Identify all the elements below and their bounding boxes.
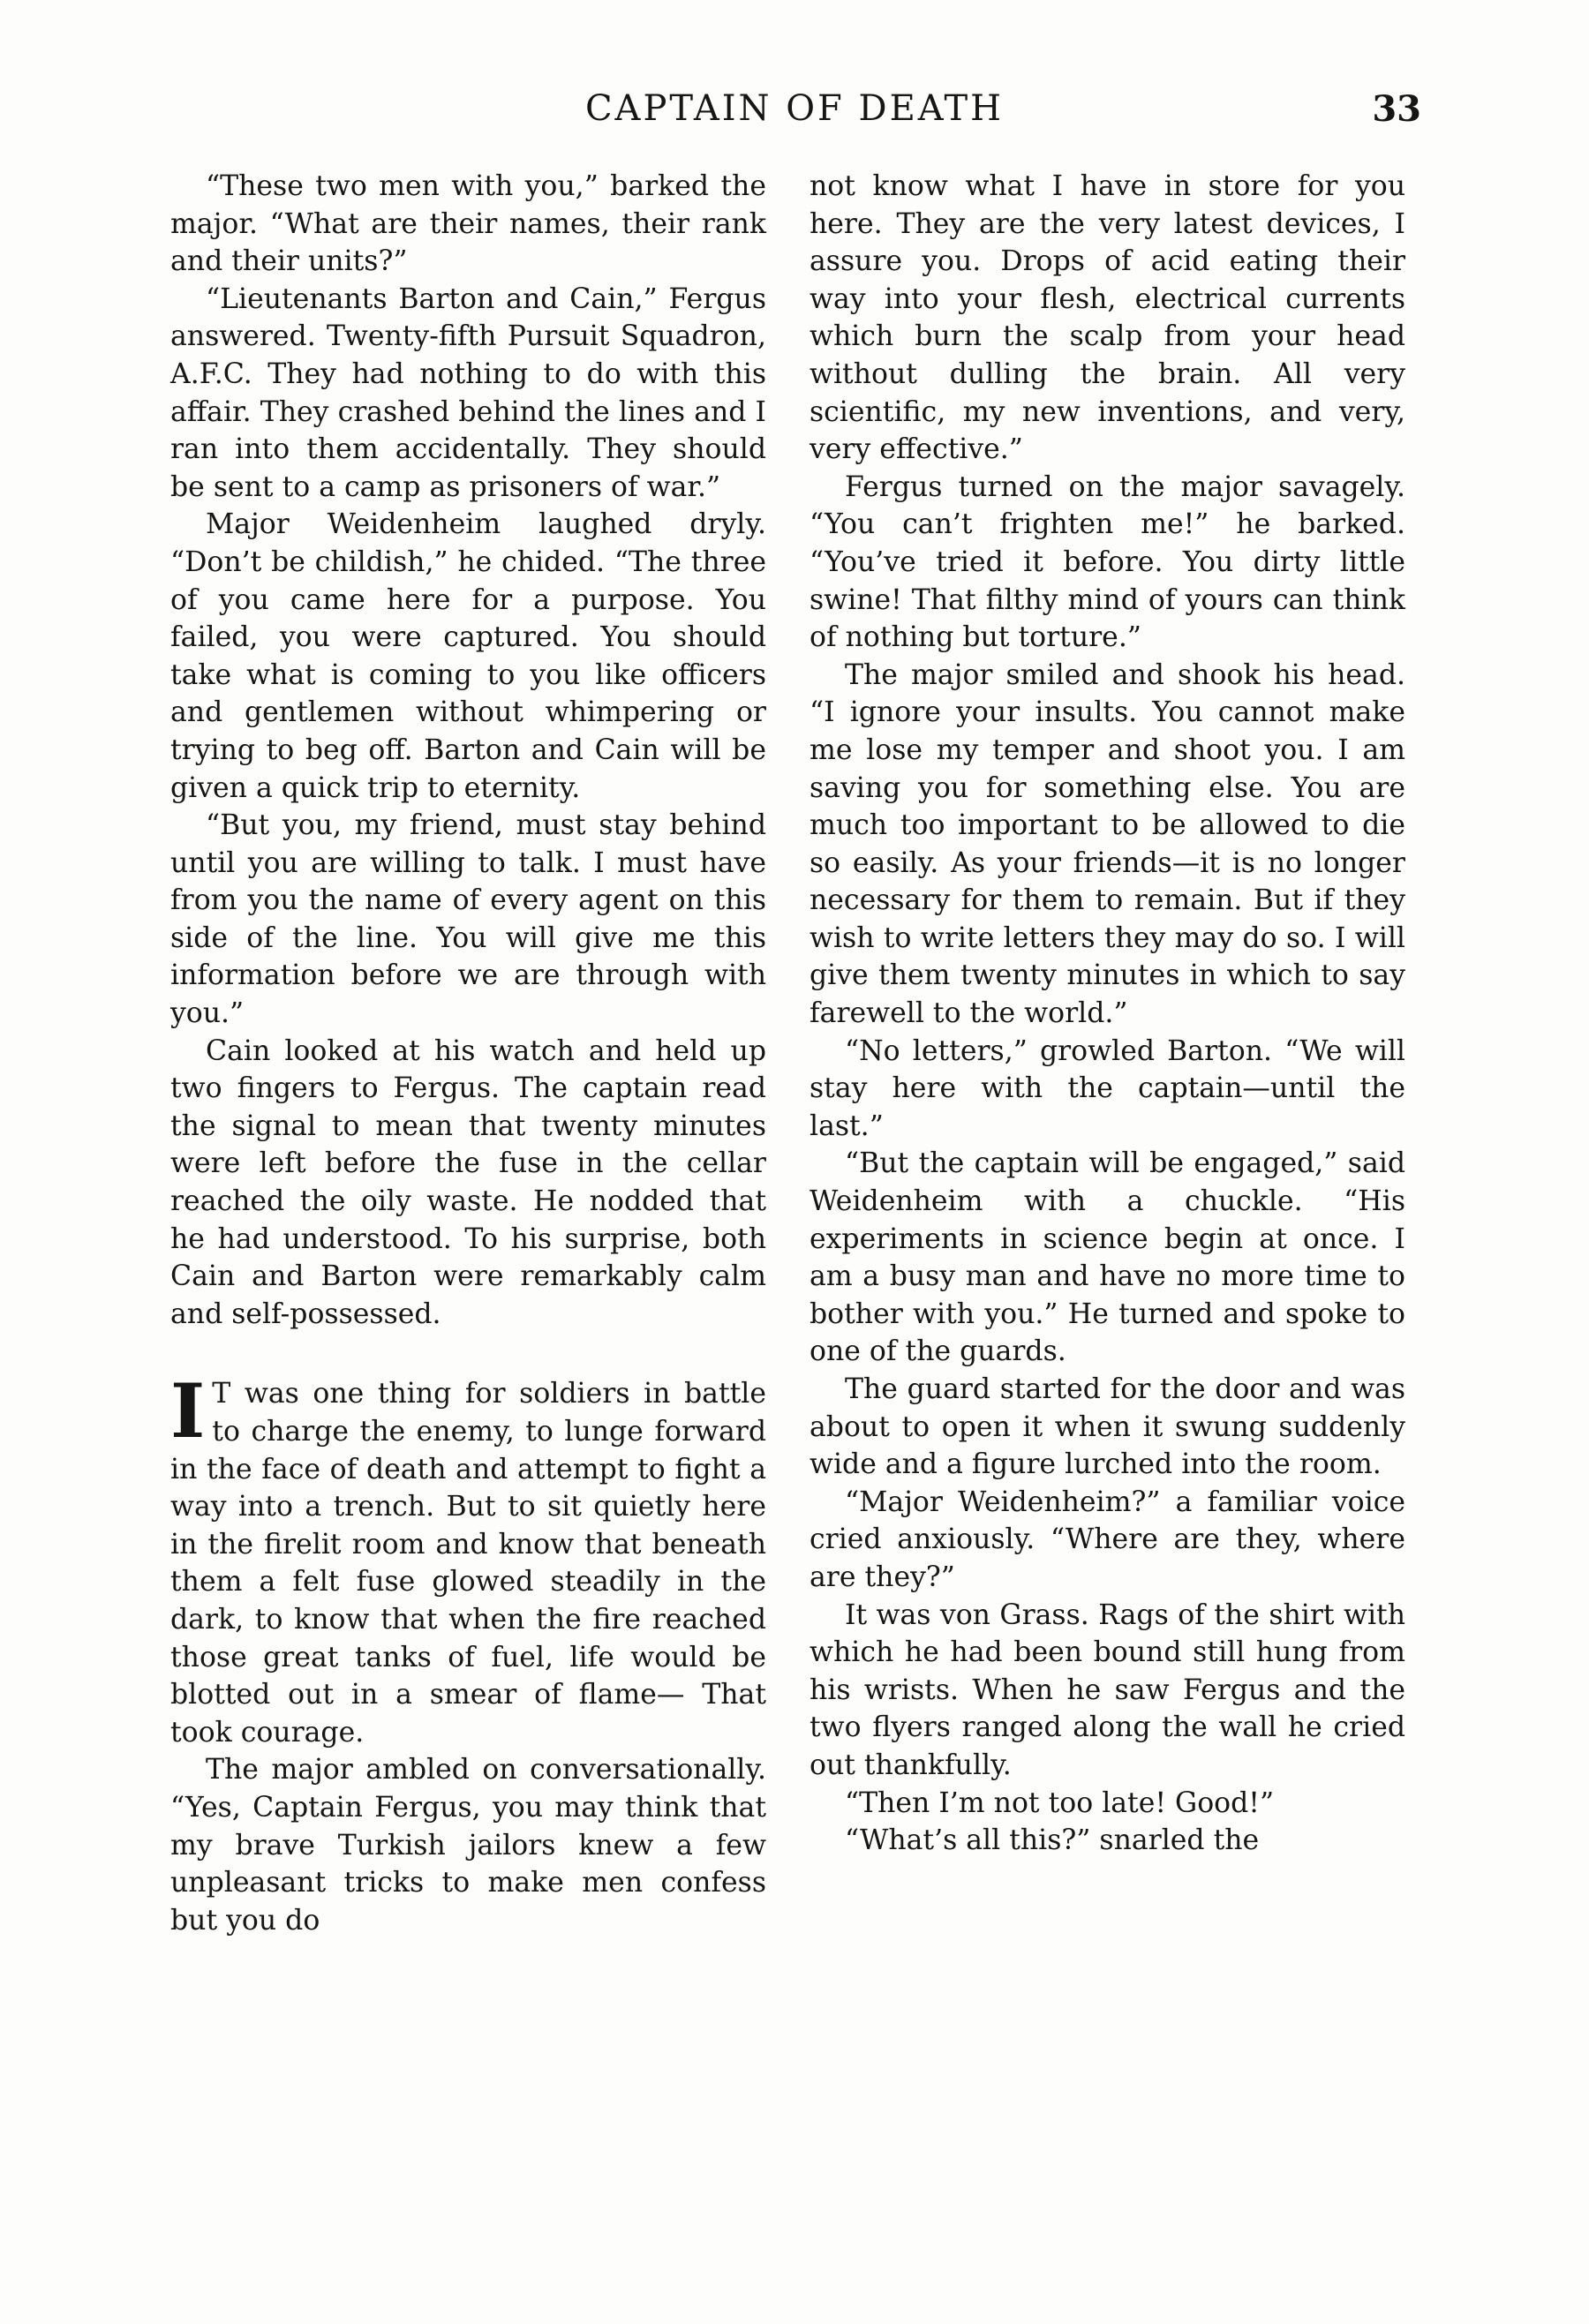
paragraph: “These two men with you,” barked the major. “What are their names, their rank and their units?” [170,170,766,278]
dropcap-paragraph-text: T was one thing for soldiers in battle to charge the enemy, to lunge forward in the face of death and attempt to fight a way into a trench. But to sit quietly here in the firelit room and know that beneath them a felt fuse glowed steadily in the dark, to know that when the fire reached those great tanks of fuel, life would be blotted out in a smear of flame— That took courage. [170,1378,766,1749]
paragraph: “What’s all this?” snarled the [845,1824,1260,1857]
section-break [170,1333,766,1375]
paragraph: Fergus turned on the major savagely. “You can’t frighten me!” he barked. “You’ve tried it before. You dirty little swine! That filthy mind of yours can think of nothing but torture.” [810,470,1405,654]
paragraph: Cain looked at his watch and held up two fingers to Fergus. The captain read the signal to mean that twenty minutes were left before the fuse in the cellar reached the oily waste. He nodded that he had understood. To his surprise, both Cain and Barton were remarkably calm and self-possessed. [170,1034,766,1330]
paragraph: “Major Weidenheim?” a familiar voice cried anxiously. “Where are they, where are they?” [810,1485,1405,1593]
paragraph: Major Weidenheim laughed dryly. “Don’t be childish,” he chided. “The three of you came here for a purpose. You failed, you were captured. You should take what is coming to you like officers and gentlemen without whimpering or trying to beg off. Barton and Cain will be given a quick trip to eternity. [170,508,766,804]
paragraph: The major ambled on conversationally. “Yes, Captain Fergus, you may think that my brave Turkish jailors knew a few unpleasant tricks to make men confess but you do [170,1754,766,1937]
paragraph: “But the captain will be engaged,” said Weidenheim with a chuckle. “His experiments in science begin at once. I am a busy man and have no more time to bother with you.” He turned and spoke to one of the guards. [810,1147,1405,1368]
right-column [810,168,1405,1860]
paragraph: The guard started for the door and was about to open it when it swung suddenly wide and a figure lurched into the room. [810,1373,1405,1481]
paragraph: “But you, my friend, must stay behind until you are willing to talk. I must have from you the name of every agent on this side of the line. You will give me this information before we are through with you.” [170,809,766,1030]
left-column [170,168,766,1939]
page-header [0,88,1589,141]
paragraph: “Lieutenants Barton and Cain,” Fergus answered. Twenty-fifth Pursuit Squadron, A.F.C. They had nothing to do with this affair. They crashed behind the lines and I ran into them accidentally. They should be sent to a camp as prisoners of war.” [170,282,766,503]
paragraph: The major smiled and shook his head. “I ignore your insults. You cannot make me lose my temper and shoot you. I am saving you for something else. You are much too important to be allowed to die so easily. As your friends—it is no longer necessary for them to remain. But if they wish to write letters they may do so. I will give them twenty minutes in which to say farewell to the world.” [810,658,1405,1030]
running-title: CAPTAIN OF DEATH [584,88,1005,129]
page-number: 33 [1372,88,1421,130]
paragraph: “Then I’m not too late! Good!” [845,1786,1275,1819]
continued-paragraph: not know what I have in store for you here. They are the very latest devices, I assure you. Drops of acid eating their way into your flesh, electrical currents which burn the scalp from your head without dulling the brain. All very scientific, my new inventions, and very, very effective.” [810,170,1405,466]
drop-cap-letter: I [170,1367,206,1455]
dropcap-paragraph [170,1367,766,1751]
paragraph: It was von Grass. Rags of the shirt with which he had been bound still hung from his wrists. When he saw Fergus and the two flyers ranged along the wall he cried out thankfully. [810,1598,1405,1781]
paragraph: “No letters,” growled Barton. “We will stay here with the captain—until the last.” [810,1034,1405,1142]
